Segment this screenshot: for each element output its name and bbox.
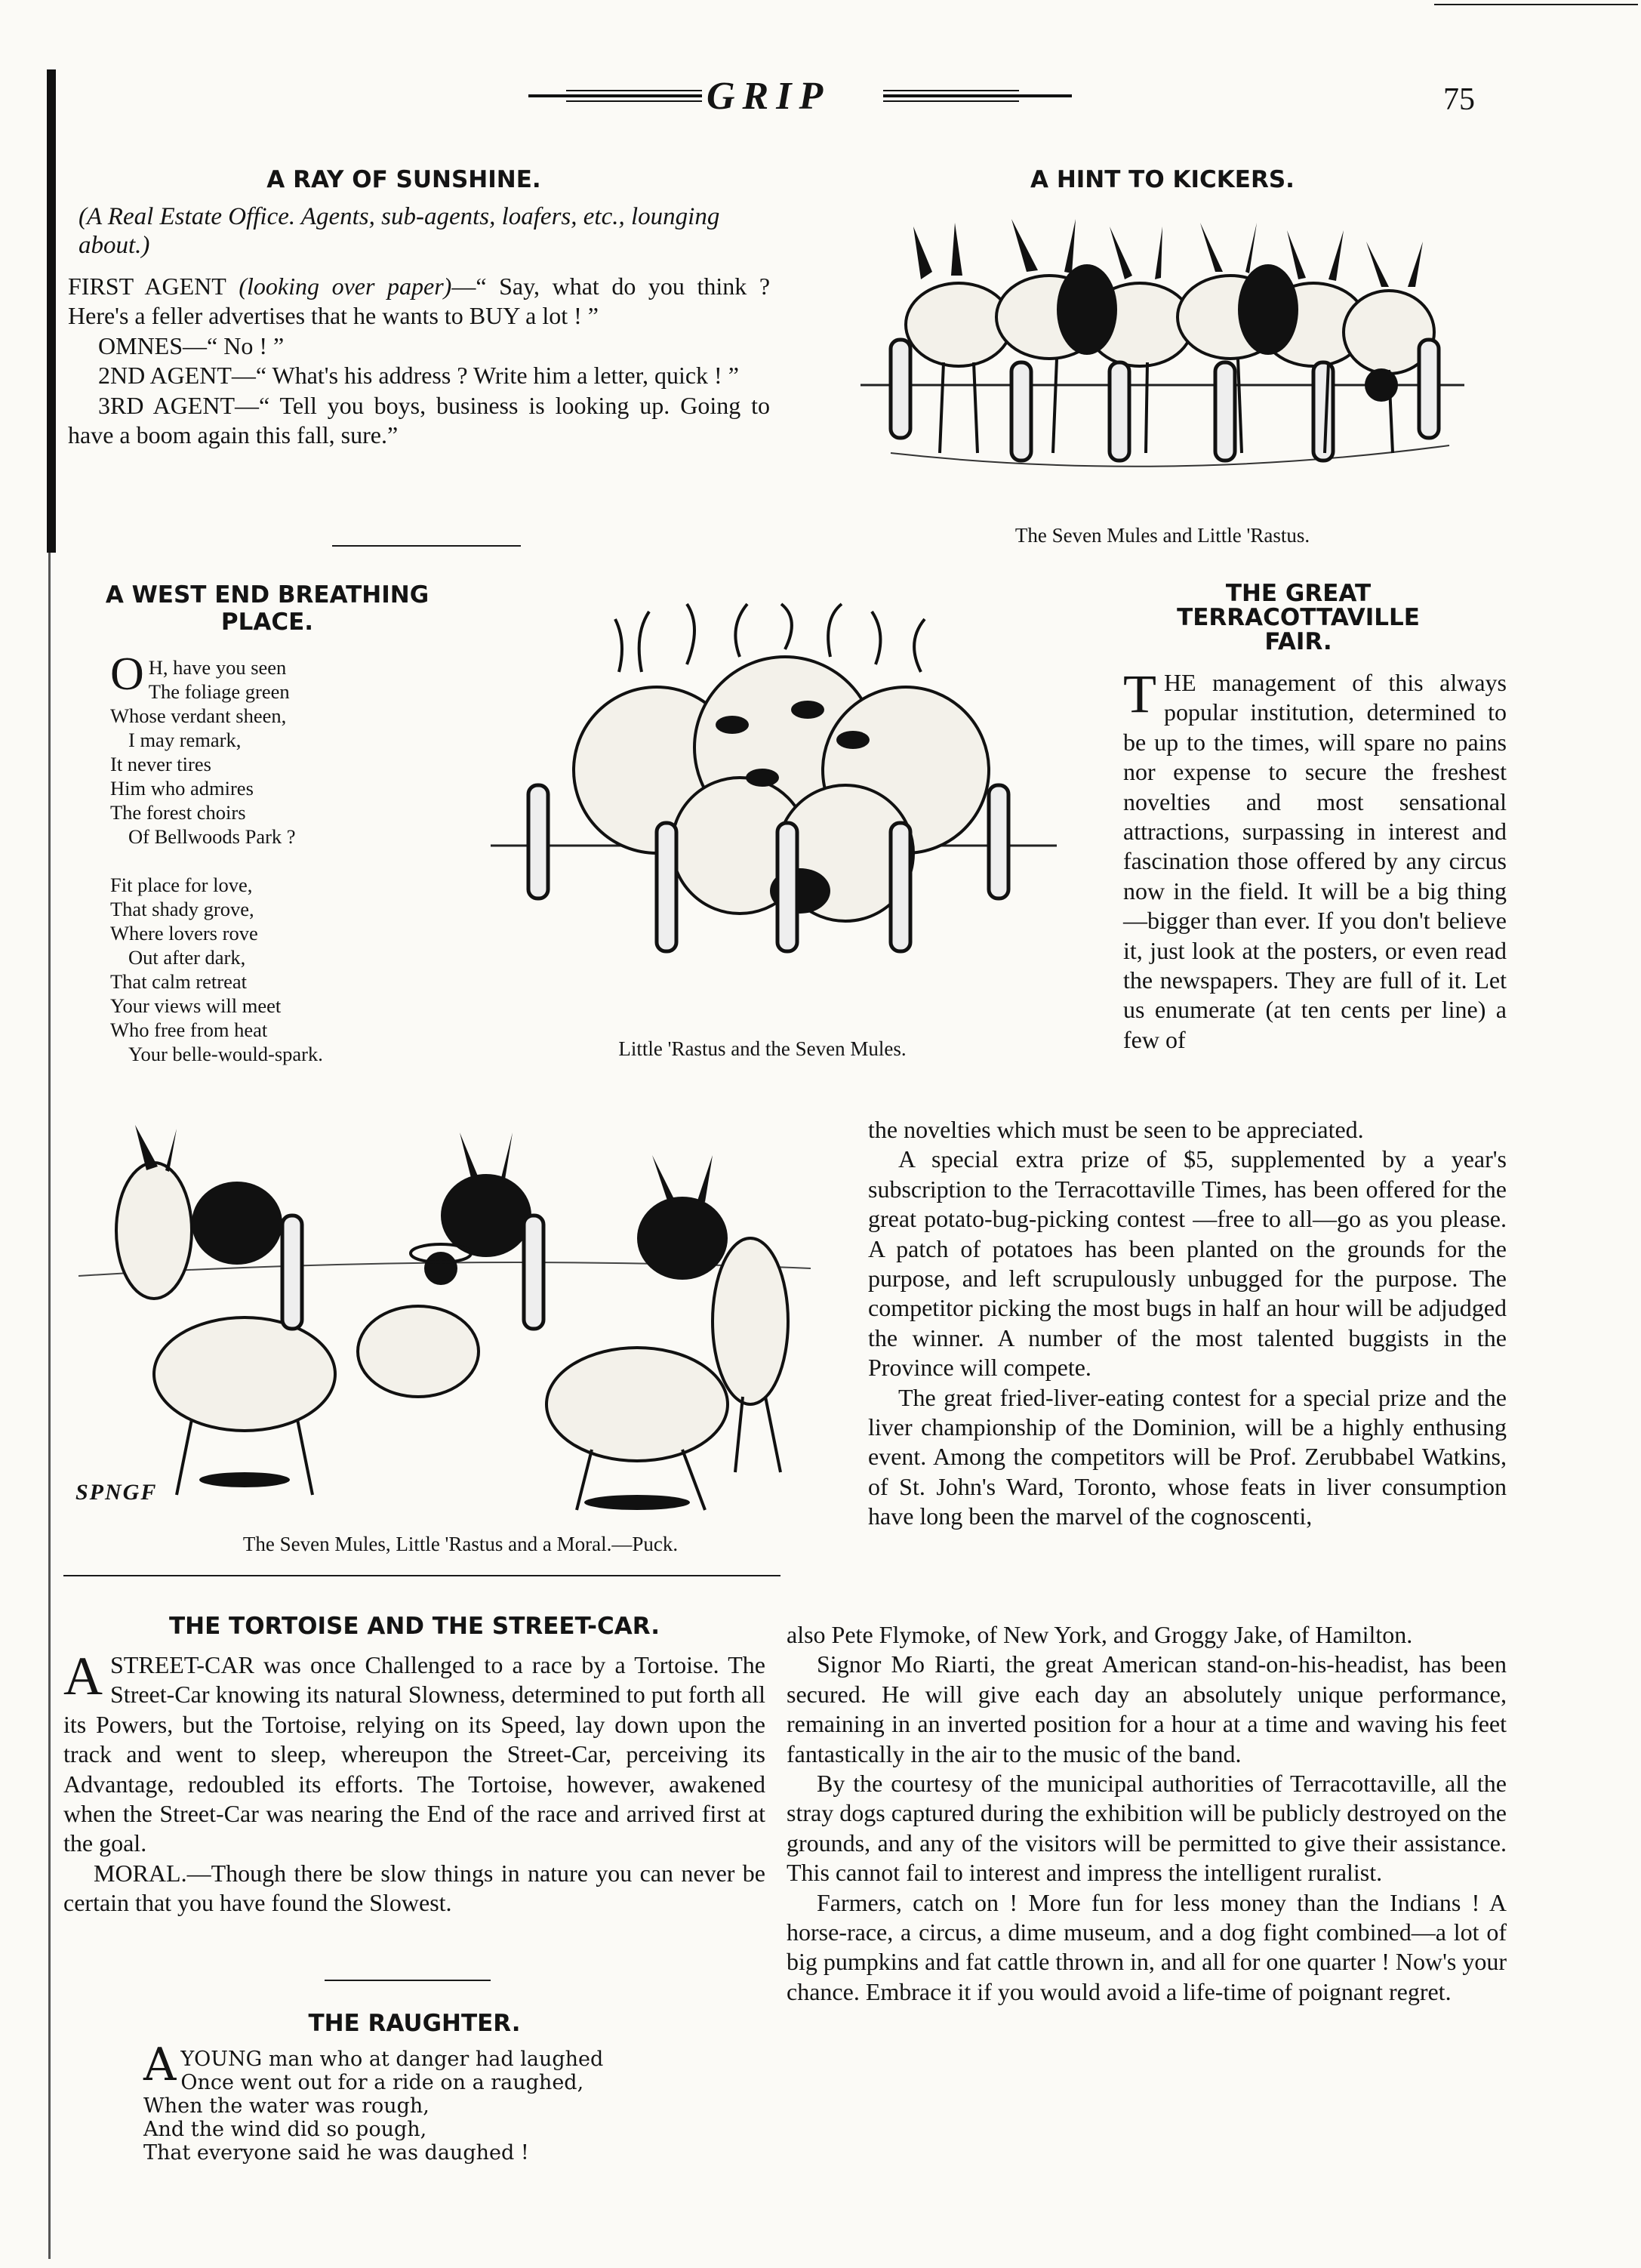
ray-setting-text: (A Real Estate Office. Agents, sub-agents, loafers, etc., lounging about.) [79, 203, 720, 259]
poem-line: Your belle-would-spark. [128, 1043, 323, 1065]
poem-line: Your views will meet [110, 994, 282, 1017]
ray-body [68, 272, 770, 450]
poem-line: Where lovers rove [110, 922, 258, 944]
poem-line: I may remark, [128, 729, 242, 751]
fair-p1-text: HE management of this always popular institution, determined to be up to the times, will spare no pains nor expense to secure the freshest novelties and most sensational attractions, surpassing in interest and fascination those offered by any circus now in the field. It will be a big thing—bigger than ever. If you don't believe it, just look at the posters, or even read the newspapers. They are full of it. Let us enumerate (at ten cents per line) a few of [1123, 669, 1507, 1053]
ray-line-4: —“ Tell you boys, business is looking up. Going to have a boom again this fall, sure.” [68, 391, 771, 449]
westend-title [63, 581, 471, 636]
westend-title-line-2: PLACE. [220, 609, 314, 636]
poem-line: That everyone said he was daughed ! [143, 2141, 529, 2165]
ray-speaker-3: 2ND AGENT [98, 362, 232, 390]
tortoise-text: STREET-CAR was once Challenged to a race by a Tortoise. The Street-Car knowing its natural Slowness, determined to put forth all its Powers, but the Tortoise, relying on its Speed, lay down upon the track and went to sleep, whereupon the Street-Car, perceiving its Advantage, redoubled its efforts. The Tortoise, however, awakened when the Street-Car was nearing the End of the race and arrived first at the goal. [63, 1651, 765, 1857]
poem-line: Him who admires [110, 777, 254, 800]
page-number: 75 [1443, 82, 1475, 117]
ray-title: A RAY OF SUNSHINE. [266, 166, 541, 193]
poem-line: When the water was rough, [143, 2094, 429, 2118]
westend-title-line-1: A WEST END BREATHING [105, 581, 429, 609]
ray-line-3: —“ What's his address ? Write him a letter, quick ! ” [231, 362, 739, 390]
middle-illustration [468, 596, 1087, 989]
westend-poem [110, 649, 412, 1066]
tortoise-title: THE TORTOISE AND THE STREET-CAR. [168, 1613, 660, 1640]
separator-rule [332, 545, 521, 547]
poem-line: Whose verdant sheen, [110, 704, 287, 727]
poem-line: The foliage green [148, 680, 290, 703]
fair-p1-end: the novelties which must be seen to be appreciated. [868, 1116, 1364, 1143]
kickers-caption: The Seven Mules and Little 'Rastus. [1014, 524, 1310, 547]
poem-line: Once went out for a ride on a raughed, [180, 2071, 584, 2094]
tortoise-body: A STREET-CAR was once Challenged to a race by a Tortoise. The Street-Car knowing its natural Slowness, determined to put forth all its Powers, but the Tortoise, relying on its Speed, lay down upon the track and went to sleep, whereupon the Street-Car, perceiving its Advantage, redoubled its efforts. The Tortoise, however, awakened when the Street-Car was nearing the End of the race and arrived first at the goal. MORAL.—Though there be slow things in nature you can never be certain that you have found the Slowest. [63, 1650, 765, 1918]
poem-line: O H, have you seen [110, 649, 287, 700]
ray-speaker-4: 3RD AGENT [98, 391, 236, 419]
fair-p2: A special extra prize of $5, supplemented by a year's subscription to the Terracottaville Times, has been offered for the great potato-bug-picking contest —free to all—go as you please. A patch of potatoes has been planted on the grounds for the purpose, and left scrupulously unbugged for the purpose. The competitor picking the most bugs in half an hour will be adjudged the winner. A number of the most talented buggists in the Province will compete. [868, 1145, 1507, 1382]
raughter-title: THE RAUGHTER. [308, 2010, 521, 2037]
poem-line: That calm retreat [110, 970, 247, 993]
poem-line: It never tires [110, 753, 211, 775]
ray-speaker-1: FIRST AGENT [68, 273, 226, 300]
kickers-title: A HINT TO KICKERS. [1030, 166, 1295, 193]
fair-p5: By the courtesy of the municipal authorities of Terracottaville, all the stray dogs captured during the exhibition will be publicly destroyed on the grounds, and any of the visitors will be permitted to give their assistance. This cannot fail to interest and impress the intelligent ruralist. [787, 1770, 1507, 1887]
fair-title [1132, 581, 1464, 654]
masthead-right-ornament [883, 85, 1072, 107]
corner-line [1434, 4, 1638, 5]
binding-edge [47, 69, 56, 553]
separator-rule [325, 1980, 491, 1981]
ray-setting [79, 202, 773, 260]
masthead-title: GRIP [707, 75, 831, 118]
poem-line: The forest choirs [110, 801, 246, 824]
masthead-left-ornament [528, 85, 702, 107]
ray-line-1: —“ Say, what do you think ? Here's a feller advertises that he wants to BUY a lot ! ” [68, 273, 771, 330]
fair-p4: Signor Mo Riarti, the great American stand-on-his-headist, has been secured. He will give each day an absolutely unique performance, remaining in an inverted position for a hour at a time and waving his feet fantastically in the air to the music of the band. [787, 1650, 1507, 1767]
poem-line: And the wind did so pough, [143, 2118, 427, 2141]
poem-line: Out after dark, [128, 946, 246, 969]
fair-columns-lower [787, 1620, 1507, 2007]
fair-paragraph-1: THE management of this always popular institution, determined to be up to the times, will spare no pains nor expense to secure the freshest novelties and most sensational attractions, surpassing in interest and fascination those offered by any circus now in the field. It will be a big thing—bigger than ever. If you don't believe it, just look at the posters, or even read the newspapers. They are full of it. Let us enumerate (at ten cents per line) a few of [1123, 664, 1507, 1053]
fair-title-line-1: THE GREAT [1225, 580, 1372, 607]
fair-title-line-3: FAIR. [1264, 628, 1332, 655]
separator-rule [63, 1575, 780, 1576]
fair-title-line-2: TERRACOTTAVILLE [1177, 604, 1420, 631]
poem-line: Of Bellwoods Park ? [128, 825, 296, 848]
bottom-caption: The Seven Mules, Little 'Rastus and a Moral.—Puck. [242, 1533, 679, 1555]
kickers-illustration [861, 211, 1464, 498]
poem-line: That shady grove, [110, 898, 254, 920]
ray-speaker-2: OMNES [98, 331, 183, 359]
binding-edge-lower [48, 553, 51, 2259]
middle-caption: Little 'Rastus and the Seven Mules. [618, 1037, 907, 1060]
signature: SPNGF [75, 1480, 158, 1505]
fair-p3-cont: also Pete Flymoke, of New York, and Groggy Jake, of Hamilton. [787, 1621, 1413, 1648]
poem-line: Who free from heat [110, 1018, 268, 1041]
fair-p3: The great fried-liver-eating contest for a special prize and the liver championship of the Dominion, will be a highly enthusing event. Among the competitors will be Prof. Zerubbabel Watkins, of St. John's Ward, Toronto, whose feats in liver consumption have long been the marvel of the cognoscenti, [868, 1383, 1507, 1530]
tortoise-moral: MORAL.—Though there be slow things in nature you can never be certain that you have found the Slowest. [63, 1859, 765, 1917]
bottom-illustration [63, 1125, 818, 1525]
poem-line: Fit place for love, [110, 874, 253, 896]
fair-p6: Farmers, catch on ! More fun for less money than the Indians ! A horse-race, a circus, a dime museum, and a dog fight combined—a lot of big pumpkins and fat cattle thrown in, and all for one quarter ! Now's your chance. Embrace it if you would avoid a life-time of poignant regret. [787, 1888, 1507, 2005]
raughter-poem [143, 2038, 717, 2165]
ray-direction-1: (looking over paper) [239, 273, 452, 300]
ray-line-2: —“ No ! ” [183, 331, 285, 359]
poem-line: A YOUNG man who at danger had laughed [143, 2038, 604, 2091]
fair-columns [868, 1115, 1507, 1532]
masthead [528, 74, 1072, 119]
